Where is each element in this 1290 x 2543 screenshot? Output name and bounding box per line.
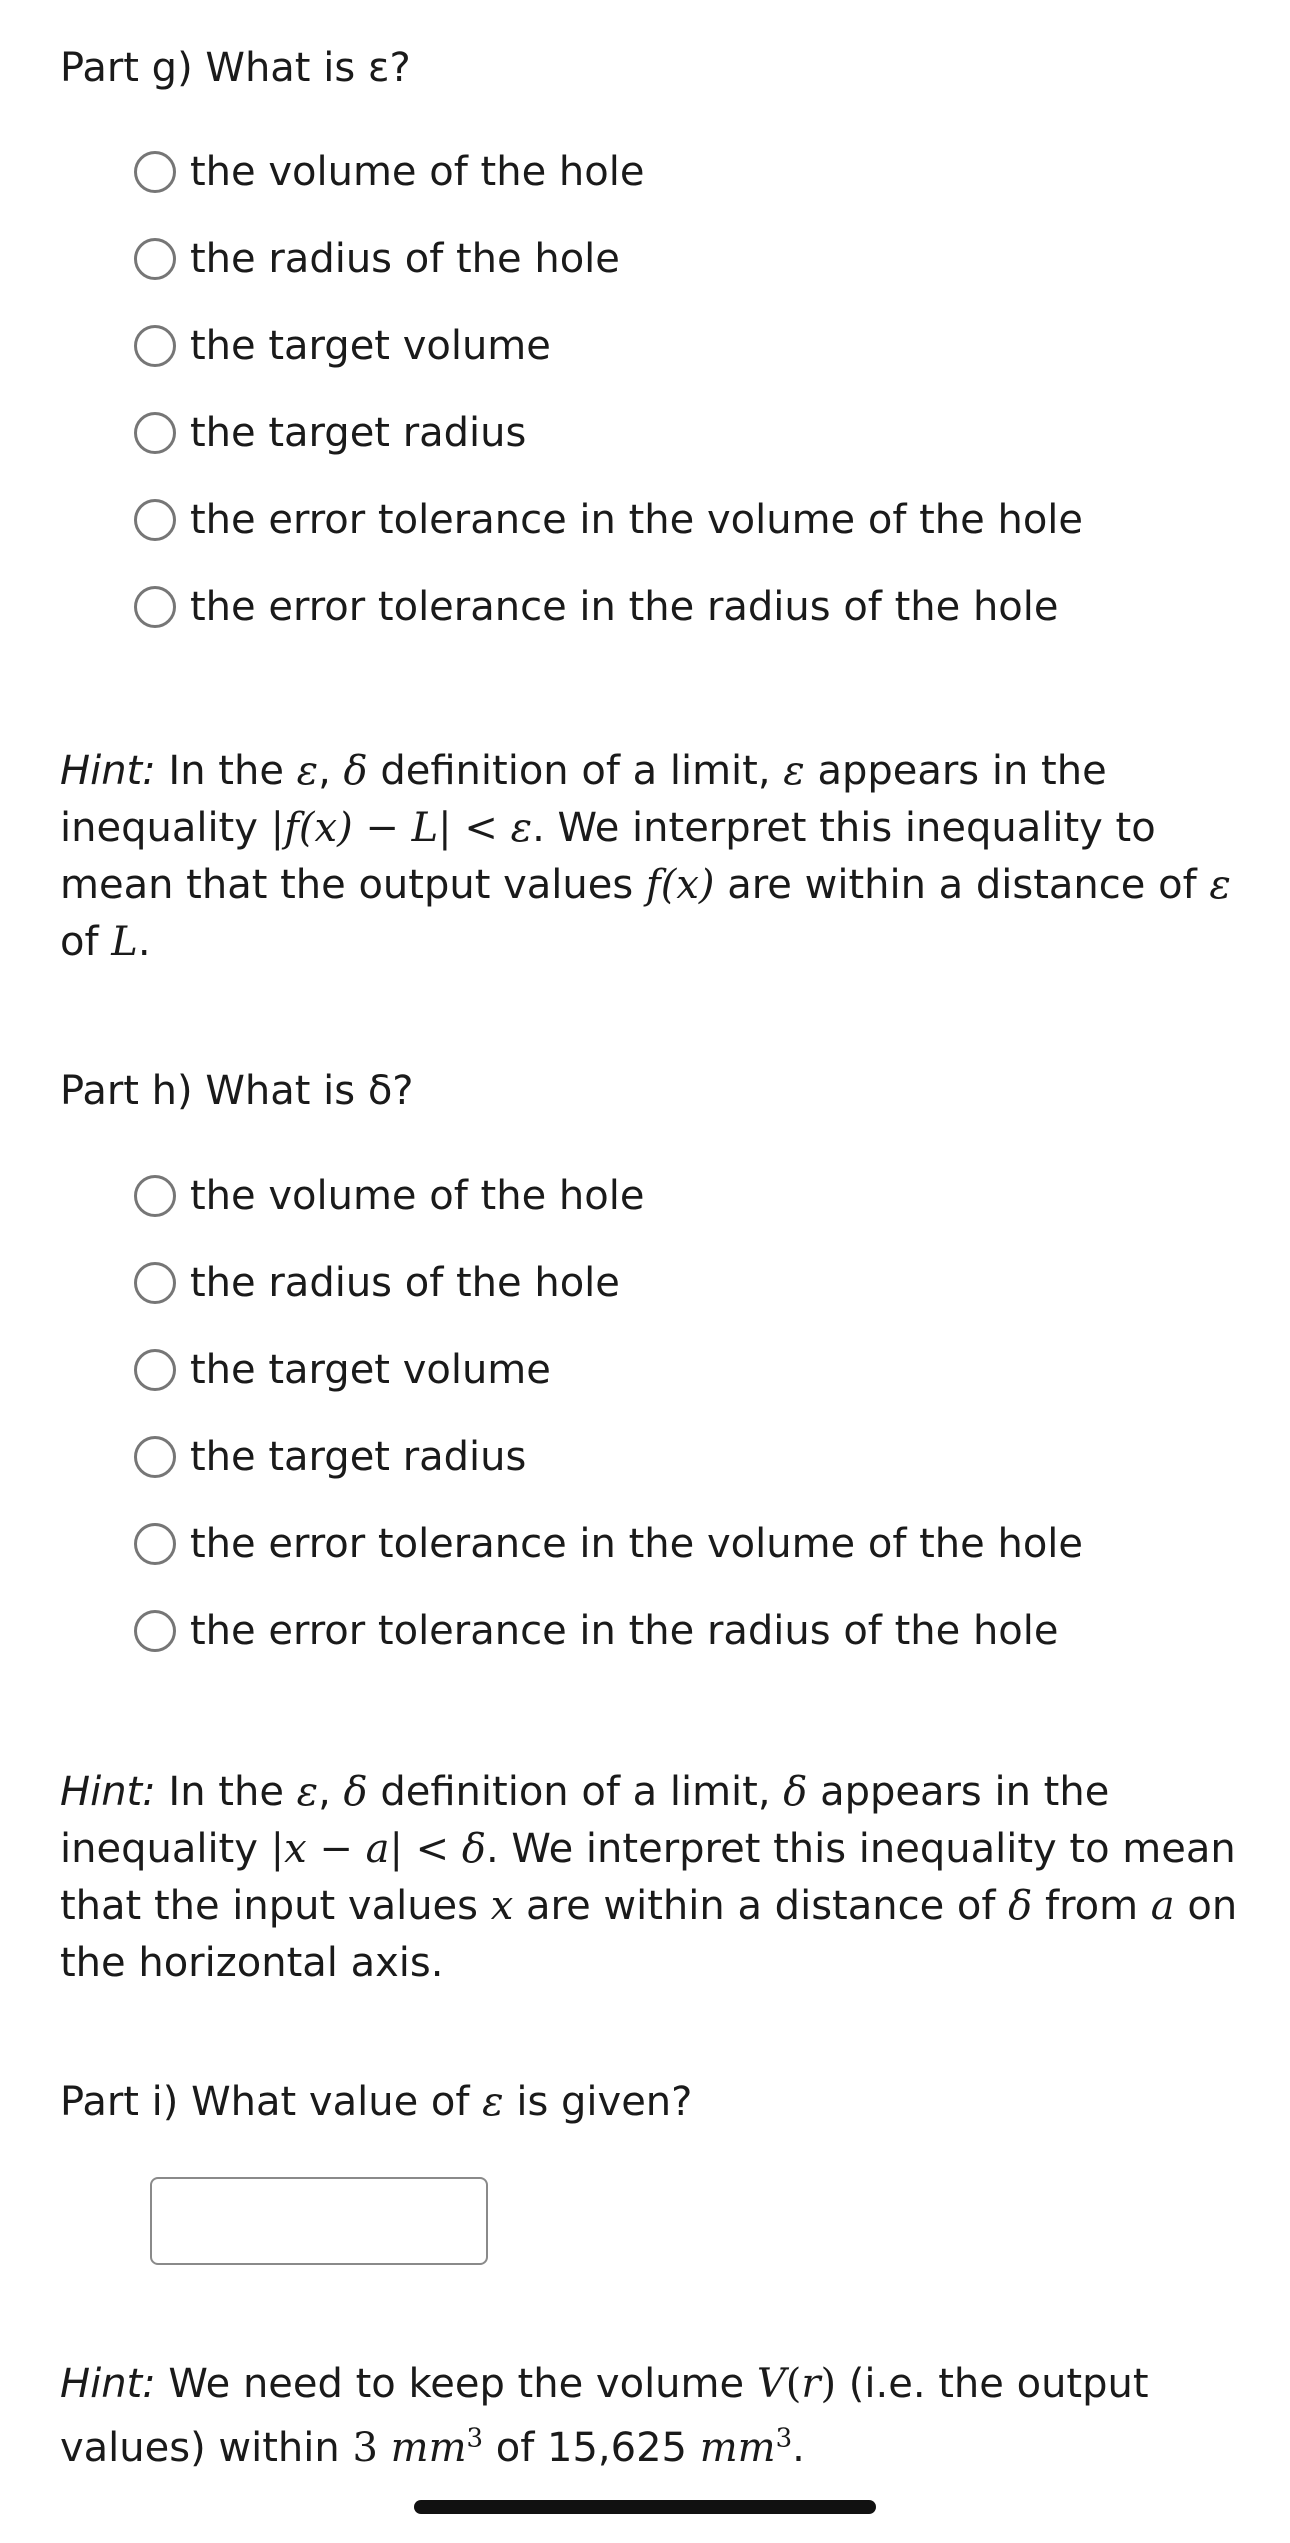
hint-label: Hint:: [60, 1769, 156, 1815]
hint-text: from: [1032, 1883, 1151, 1929]
radio-button[interactable]: [134, 1262, 176, 1304]
option-label: the target volume: [190, 1347, 551, 1393]
hint-text: (i.e. the output values) within: [60, 2361, 1149, 2471]
hint-i: Hint: We need to keep the volume V(r) (i.e. the output values) within 3 $mm^3$ of 15,625 $mm^3$.: [60, 2361, 1149, 2471]
math-delta: δ: [343, 748, 368, 794]
hint-text: . We interpret this inequality to mean that the input values: [60, 1826, 1236, 1929]
option-label: the error tolerance in the radius of the hole: [190, 584, 1059, 630]
math-delta: δ: [783, 1769, 808, 1815]
math-epsilon: ε: [296, 1769, 319, 1815]
hint-text: ,: [318, 1769, 331, 1815]
radio-button[interactable]: [134, 1175, 176, 1217]
math-epsilon: ε: [783, 748, 805, 794]
math-a: a: [1150, 1883, 1175, 1929]
part-h-option-error-volume[interactable]: [134, 1516, 1083, 1572]
hint-text: In the: [155, 748, 297, 794]
hint-text: are within a distance of: [714, 862, 1210, 908]
part-h-title: Part h) What is δ?: [60, 1068, 414, 1114]
hint-text: appears in the inequality: [60, 1769, 1110, 1872]
radio-button[interactable]: [134, 325, 176, 367]
part-h-option-error-radius[interactable]: [134, 1603, 1059, 1659]
epsilon-answer-box[interactable]: [150, 2177, 488, 2265]
radio-button[interactable]: [134, 238, 176, 280]
part-g-option-target-volume[interactable]: [134, 318, 551, 374]
hint-h: [60, 1764, 1240, 1992]
math-exponent: 3: [775, 2423, 793, 2454]
radio-button[interactable]: [134, 1349, 176, 1391]
radio-button[interactable]: [134, 1610, 176, 1652]
hint-text: We need to keep the volume: [155, 2361, 757, 2407]
part-g-title: Part g) What is ε?: [60, 45, 411, 91]
math-inequality: |f(x) − L| < ε: [270, 805, 533, 851]
hint-text: . We interpret this inequality to mean that the output values: [60, 805, 1156, 908]
hint-text: of: [60, 919, 112, 965]
part-i-title-text: Part i) What value of: [60, 2079, 483, 2125]
hint-g: [60, 743, 1240, 971]
math-unit: mm: [390, 2425, 467, 2471]
radio-button[interactable]: [134, 412, 176, 454]
math-fx: f(x): [645, 862, 715, 908]
math-x: x: [490, 1883, 514, 1929]
math-unit: mm: [699, 2425, 776, 2471]
hint-text: of 15,625: [483, 2425, 700, 2471]
option-label: the volume of the hole: [190, 1173, 645, 1219]
math-delta: δ: [1008, 1883, 1033, 1929]
part-g-option-target-radius[interactable]: [134, 405, 526, 461]
hint-text: .: [137, 919, 151, 965]
hint-label: Hint:: [60, 748, 156, 794]
part-i-title: [60, 2074, 692, 2130]
part-g-option-error-radius[interactable]: [134, 579, 1059, 635]
math-L: L: [111, 919, 138, 965]
part-g-option-volume-of-hole[interactable]: [134, 144, 644, 200]
math-delta: δ: [343, 1769, 368, 1815]
part-h-option-target-volume[interactable]: [134, 1342, 551, 1398]
radio-button[interactable]: [134, 499, 176, 541]
option-label: the target volume: [190, 323, 551, 369]
option-label: the error tolerance in the volume of the hole: [190, 497, 1084, 543]
hint-text: definition of a limit,: [367, 1769, 784, 1815]
option-label: the volume of the hole: [190, 149, 645, 195]
math-r: r: [801, 2361, 821, 2407]
hint-text: appears in the inequality: [60, 748, 1107, 851]
option-label: the target radius: [190, 410, 527, 456]
hint-label: Hint:: [60, 2361, 156, 2407]
option-label: the error tolerance in the volume of the hole: [190, 1521, 1084, 1567]
hint-text: definition of a limit,: [367, 748, 784, 794]
hint-text: ,: [318, 748, 331, 794]
option-label: the target radius: [190, 1434, 527, 1480]
radio-button[interactable]: [134, 1436, 176, 1478]
home-indicator[interactable]: [414, 2500, 876, 2514]
option-label: the error tolerance in the radius of the hole: [190, 1608, 1059, 1654]
math-exponent: 3: [466, 2423, 484, 2454]
option-label: the radius of the hole: [190, 236, 620, 282]
math-V: V: [756, 2361, 786, 2407]
math-epsilon: ε: [296, 748, 319, 794]
hint-text: In the: [155, 1769, 297, 1815]
math-epsilon: ε: [1209, 862, 1231, 908]
epsilon-answer-input[interactable]: [152, 2179, 486, 2263]
option-label: the radius of the hole: [190, 1260, 620, 1306]
part-h-option-target-radius[interactable]: [134, 1429, 526, 1485]
math-epsilon: ε: [482, 2079, 504, 2125]
part-g-option-error-volume[interactable]: [134, 492, 1083, 548]
math-inequality: |x − a| < δ: [270, 1826, 486, 1872]
radio-button[interactable]: [134, 586, 176, 628]
hint-text: .: [792, 2425, 805, 2471]
math-number: 3: [352, 2425, 378, 2471]
radio-button[interactable]: [134, 1523, 176, 1565]
hint-text: are within a distance of: [513, 1883, 1009, 1929]
radio-button[interactable]: [134, 151, 176, 193]
hint-text: on the horizontal axis.: [60, 1883, 1238, 1986]
part-i-title-text: is given?: [503, 2079, 693, 2125]
part-h-option-radius-of-hole[interactable]: [134, 1255, 620, 1311]
part-g-option-radius-of-hole[interactable]: [134, 231, 620, 287]
part-h-option-volume-of-hole[interactable]: [134, 1168, 644, 1224]
